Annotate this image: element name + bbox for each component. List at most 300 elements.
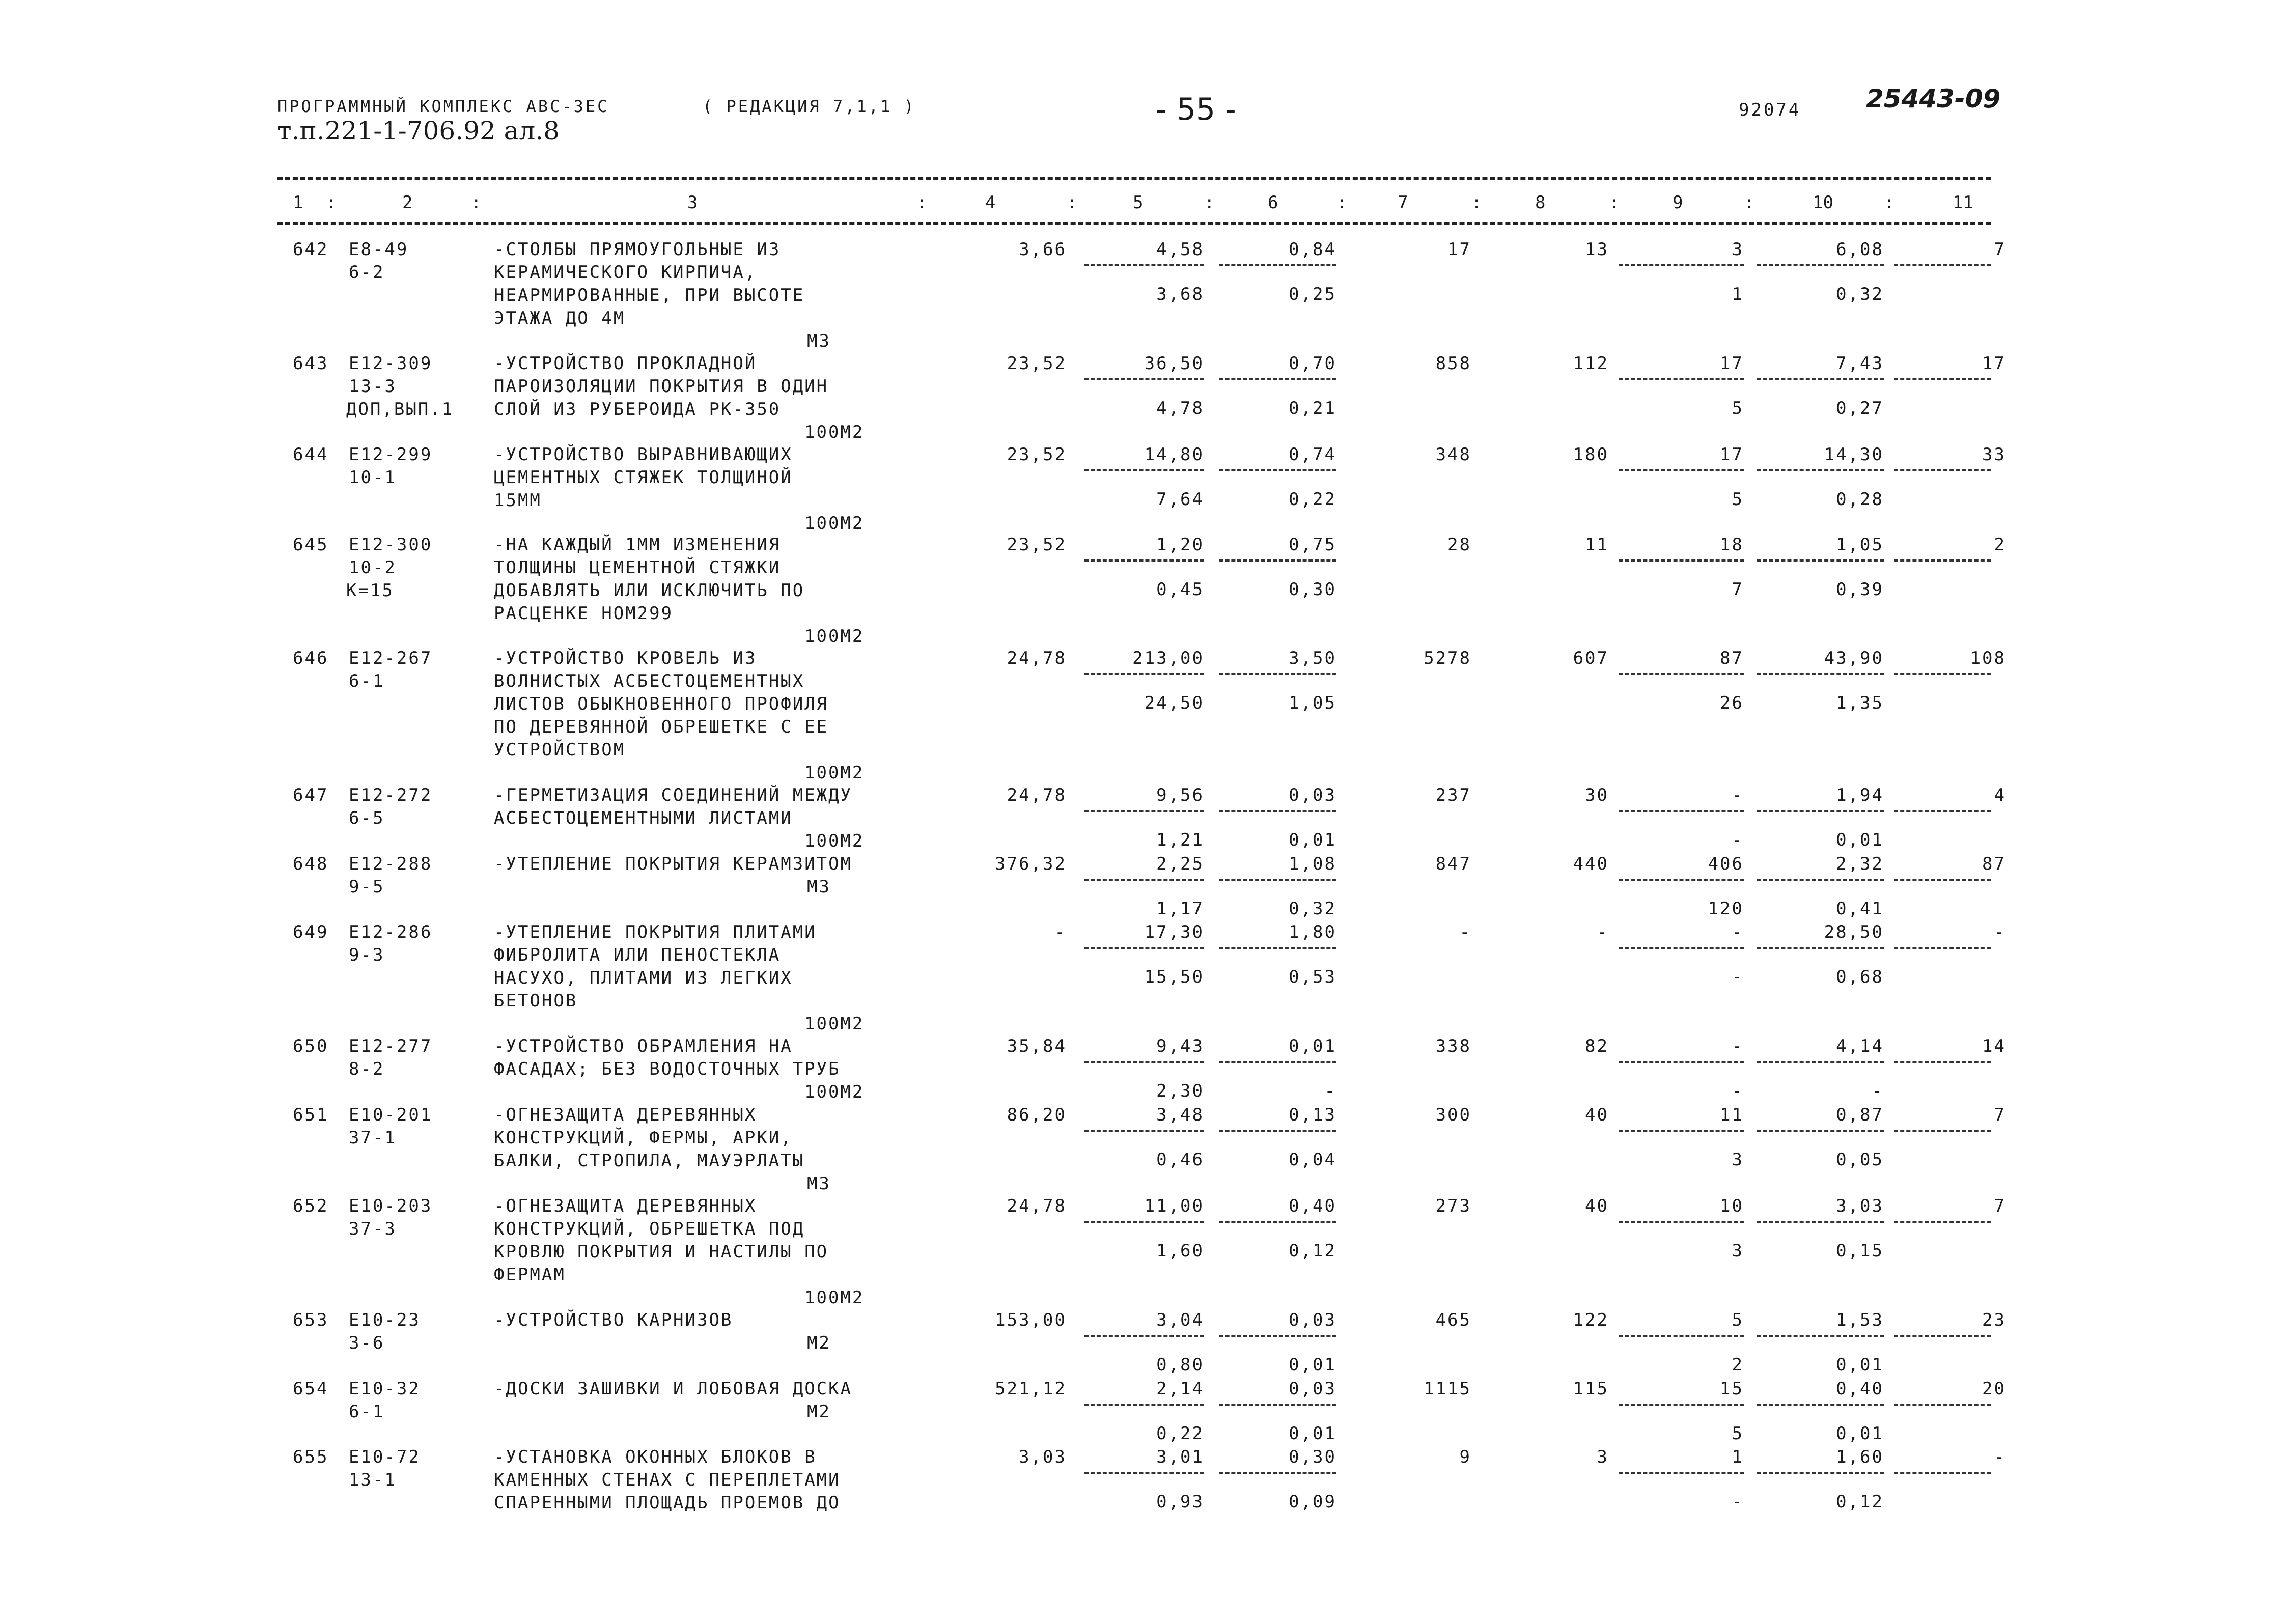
value-c4: 153,00 xyxy=(995,1310,1067,1330)
value-c9b: 3 xyxy=(1732,1150,1744,1170)
subtotal-rule xyxy=(1084,1335,1204,1337)
value-c10: 6,08 xyxy=(1836,239,1884,260)
value-c4: 86,20 xyxy=(1007,1105,1067,1125)
value-c9: 5 xyxy=(1732,1310,1744,1330)
value-c10b: 0,01 xyxy=(1836,1423,1884,1444)
value-c9: 11 xyxy=(1720,1105,1744,1125)
value-c4: 23,52 xyxy=(1007,444,1067,465)
value-c10: 3,03 xyxy=(1836,1196,1884,1216)
work-description: КРОВЛЮ ПОКРЫТИЯ И НАСТИЛЫ ПО xyxy=(494,1242,829,1262)
subtotal-rule xyxy=(1619,1335,1744,1337)
value-c4: 521,12 xyxy=(995,1379,1067,1399)
value-c7: 858 xyxy=(1435,353,1471,374)
value-c10b: 0,68 xyxy=(1836,967,1884,987)
subtotal-rule xyxy=(1894,1472,1991,1474)
work-description: ТОЛЩИНЫ ЦЕМЕНТНОЙ СТЯЖКИ xyxy=(494,557,781,578)
value-c5b: 3,68 xyxy=(1156,284,1204,304)
unit-of-measure: 100М2 xyxy=(804,1082,865,1102)
value-c10b: 0,15 xyxy=(1836,1241,1884,1261)
value-c7: 273 xyxy=(1435,1196,1471,1216)
subtotal-rule xyxy=(1619,947,1744,949)
subtotal-rule xyxy=(1084,469,1204,471)
subtotal-rule xyxy=(1757,879,1884,881)
rate-code: Е8-49 xyxy=(349,239,409,260)
value-c10b: 0,28 xyxy=(1836,489,1884,510)
value-c9b: 26 xyxy=(1720,693,1744,713)
subtotal-rule xyxy=(1894,947,1991,949)
value-c5b: 15,50 xyxy=(1144,967,1204,987)
value-c4: 3,03 xyxy=(1019,1447,1067,1467)
value-c9b: - xyxy=(1732,830,1744,850)
value-c6: 0,03 xyxy=(1289,785,1336,805)
value-c9b: - xyxy=(1732,967,1744,987)
value-c10b: 0,27 xyxy=(1836,398,1884,418)
rate-code: 9-3 xyxy=(349,945,385,965)
subtotal-rule xyxy=(1219,673,1336,675)
value-c11: 20 xyxy=(1982,1379,2006,1399)
rate-code: 10-2 xyxy=(349,557,397,578)
work-description: ПО ДЕРЕВЯННОЙ ОБРЕШЕТКЕ С ЕЕ xyxy=(494,717,829,737)
value-c6: 0,03 xyxy=(1289,1310,1336,1330)
work-description: УСТРОЙСТВОМ xyxy=(494,740,626,760)
value-c6: 0,40 xyxy=(1289,1196,1336,1216)
value-c6: 0,70 xyxy=(1289,353,1336,374)
rate-code: 6-1 xyxy=(349,1402,385,1422)
value-c10b: - xyxy=(1872,1081,1884,1101)
value-c5: 2,14 xyxy=(1156,1379,1204,1399)
row-number: 645 xyxy=(293,535,329,555)
value-c5b: 0,45 xyxy=(1156,579,1204,600)
subtotal-rule xyxy=(1757,673,1884,675)
value-c8: 40 xyxy=(1585,1105,1609,1125)
value-c11: 7 xyxy=(1994,239,2006,260)
work-description: РАСЦЕНКЕ НОМ299 xyxy=(494,603,674,624)
value-c10: 4,14 xyxy=(1836,1036,1884,1056)
subtotal-rule xyxy=(1894,469,1991,471)
column-number: 5 xyxy=(1133,192,1144,213)
value-c6: 0,75 xyxy=(1289,535,1336,555)
work-description: -НА КАЖДЫЙ 1ММ ИЗМЕНЕНИЯ xyxy=(494,535,781,555)
work-description: ЭТАЖА ДО 4М xyxy=(494,308,626,328)
value-c10b: 0,01 xyxy=(1836,1355,1884,1375)
row-number: 653 xyxy=(293,1310,329,1330)
work-description: -УТЕПЛЕНИЕ ПОКРЫТИЯ ПЛИТАМИ xyxy=(494,922,817,942)
work-description: -ГЕРМЕТИЗАЦИЯ СОЕДИНЕНИЙ МЕЖДУ xyxy=(494,785,853,805)
value-c6: 0,30 xyxy=(1289,1447,1336,1467)
value-c7: 9 xyxy=(1459,1447,1471,1467)
value-c6b: 0,01 xyxy=(1289,1423,1336,1444)
column-separator: : xyxy=(1609,192,1620,213)
value-c7: 465 xyxy=(1435,1310,1471,1330)
rate-code: Е10-72 xyxy=(349,1447,421,1467)
value-c8: - xyxy=(1597,922,1609,942)
unit-of-measure: М3 xyxy=(807,331,831,351)
column-separator: : xyxy=(916,192,927,213)
column-number: 6 xyxy=(1268,192,1278,213)
subtotal-rule xyxy=(1219,879,1336,881)
value-c10: 14,30 xyxy=(1824,444,1884,465)
work-description: СЛОЙ ИЗ РУБЕРОИДА РК-350 xyxy=(494,399,781,419)
value-c10b: 0,41 xyxy=(1836,899,1884,919)
subtotal-rule xyxy=(1619,1130,1744,1132)
subtotal-rule xyxy=(1757,264,1884,266)
subtotal-rule xyxy=(1894,1130,1991,1132)
work-description: -УСТРОЙСТВО ПРОКЛАДНОЙ xyxy=(494,353,757,374)
subtotal-rule xyxy=(1219,810,1336,812)
value-c9b: 3 xyxy=(1732,1241,1744,1261)
value-c7: 237 xyxy=(1435,785,1471,805)
value-c5: 1,20 xyxy=(1156,535,1204,555)
value-c5: 2,25 xyxy=(1156,854,1204,874)
rate-code: 37-3 xyxy=(349,1219,397,1239)
work-description: -УСТРОЙСТВО КАРНИЗОВ xyxy=(494,1310,733,1330)
subtotal-rule xyxy=(1757,1335,1884,1337)
rate-code: 6-1 xyxy=(349,671,385,691)
value-c8: 112 xyxy=(1573,353,1609,374)
unit-of-measure: М3 xyxy=(807,1173,831,1194)
subtotal-rule xyxy=(1894,1061,1991,1063)
subtotal-rule xyxy=(1084,559,1204,562)
subtotal-rule xyxy=(1619,1061,1744,1063)
subtotal-rule xyxy=(1084,810,1204,812)
value-c5b: 0,80 xyxy=(1156,1355,1204,1375)
value-c10: 0,87 xyxy=(1836,1105,1884,1125)
rate-code: 37-1 xyxy=(349,1128,397,1148)
subtotal-rule xyxy=(1757,1221,1884,1223)
rate-code: 13-3 xyxy=(349,376,397,397)
subtotal-rule xyxy=(1219,1472,1336,1474)
subtotal-rule xyxy=(1894,264,1991,266)
work-description: ЛИСТОВ ОБЫКНОВЕННОГО ПРОФИЛЯ xyxy=(494,694,829,714)
work-description: -УСТРОЙСТВО ОБРАМЛЕНИЯ НА xyxy=(494,1036,793,1056)
value-c9b: 1 xyxy=(1732,284,1744,304)
subtotal-rule xyxy=(1619,1404,1744,1406)
value-c6b: 0,01 xyxy=(1289,1355,1336,1375)
value-c11: - xyxy=(1994,1447,2006,1467)
column-separator: : xyxy=(1744,192,1754,213)
work-description: СПАРЕННЫМИ ПЛОЩАДЬ ПРОЕМОВ ДО xyxy=(494,1493,841,1513)
subtotal-rule xyxy=(1894,559,1991,562)
rate-code: Е12-309 xyxy=(349,353,433,374)
value-c7: 1115 xyxy=(1424,1379,1471,1399)
rate-code: 6-2 xyxy=(349,262,385,283)
value-c9: 18 xyxy=(1720,535,1744,555)
row-number: 655 xyxy=(293,1447,329,1467)
value-c5b: 2,30 xyxy=(1156,1081,1204,1101)
unit-of-measure: 100М2 xyxy=(804,763,865,783)
column-separator: : xyxy=(1067,192,1077,213)
unit-of-measure: 100М2 xyxy=(804,422,865,442)
value-c10: 28,50 xyxy=(1824,922,1884,942)
value-c5: 9,43 xyxy=(1156,1036,1204,1056)
subtotal-rule xyxy=(1757,378,1884,380)
subtotal-rule xyxy=(1757,469,1884,471)
value-c11: 23 xyxy=(1982,1310,2006,1330)
subtotal-rule xyxy=(1219,469,1336,471)
column-number: 3 xyxy=(687,192,698,213)
value-c11: 14 xyxy=(1982,1036,2006,1056)
work-description: ФИБРОЛИТА ИЛИ ПЕНОСТЕКЛА xyxy=(494,945,781,965)
value-c5b: 24,50 xyxy=(1144,693,1204,713)
value-c4: 24,78 xyxy=(1007,648,1067,668)
column-number: 2 xyxy=(402,192,413,213)
value-c11: 87 xyxy=(1982,854,2006,874)
document-code: 92074 xyxy=(1739,100,1801,120)
value-c5: 3,04 xyxy=(1156,1310,1204,1330)
column-number: 1 xyxy=(293,192,303,213)
value-c5: 17,30 xyxy=(1144,922,1204,942)
value-c7: 17 xyxy=(1447,239,1471,260)
subtotal-rule xyxy=(1894,1335,1991,1337)
value-c6b: 1,05 xyxy=(1289,693,1336,713)
value-c6b: 0,12 xyxy=(1289,1241,1336,1261)
value-c7: - xyxy=(1459,922,1471,942)
subtotal-rule xyxy=(1084,1472,1204,1474)
value-c10b: 0,39 xyxy=(1836,579,1884,600)
subtotal-rule xyxy=(1219,1130,1336,1132)
value-c10: 1,05 xyxy=(1836,535,1884,555)
row-number: 651 xyxy=(293,1105,329,1125)
rate-code: Е12-267 xyxy=(349,648,433,668)
rate-code: 3-6 xyxy=(349,1333,385,1353)
value-c6b: 0,30 xyxy=(1289,579,1336,600)
value-c11: 2 xyxy=(1994,535,2006,555)
work-description: ЦЕМЕНТНЫХ СТЯЖЕК ТОЛЩИНОЙ xyxy=(494,467,793,488)
subtotal-rule xyxy=(1619,264,1744,266)
value-c5: 14,80 xyxy=(1144,444,1204,465)
subtotal-rule xyxy=(1219,559,1336,562)
work-description: БЕТОНОВ xyxy=(494,991,578,1011)
subtotal-rule xyxy=(1219,947,1336,949)
value-c10b: 0,32 xyxy=(1836,284,1884,304)
value-c11: 7 xyxy=(1994,1196,2006,1216)
rate-code: 10-1 xyxy=(349,467,397,488)
subtotal-rule xyxy=(1619,378,1744,380)
value-c5b: 4,78 xyxy=(1156,398,1204,418)
value-c4: 24,78 xyxy=(1007,785,1067,805)
value-c9: 10 xyxy=(1720,1196,1744,1216)
value-c6: 0,03 xyxy=(1289,1379,1336,1399)
value-c11: - xyxy=(1994,922,2006,942)
value-c10: 1,53 xyxy=(1836,1310,1884,1330)
unit-of-measure: 100М2 xyxy=(804,1287,865,1308)
value-c8: 122 xyxy=(1573,1310,1609,1330)
value-c9: 406 xyxy=(1708,854,1744,874)
row-number: 650 xyxy=(293,1036,329,1056)
column-number: 8 xyxy=(1535,192,1546,213)
subtotal-rule xyxy=(1894,673,1991,675)
rate-code: Е10-23 xyxy=(349,1310,421,1330)
value-c5b: 0,22 xyxy=(1156,1423,1204,1444)
unit-of-measure: М2 xyxy=(807,1333,831,1353)
value-c9: - xyxy=(1732,785,1744,805)
subtotal-rule xyxy=(1219,1221,1336,1223)
value-c10b: 0,05 xyxy=(1836,1150,1884,1170)
unit-of-measure: М2 xyxy=(807,1402,831,1422)
work-description: -ОГНЕЗАЩИТА ДЕРЕВЯННЫХ xyxy=(494,1196,757,1216)
work-description: БАЛКИ, СТРОПИЛА, МАУЭРЛАТЫ xyxy=(494,1151,805,1171)
value-c5b: 7,64 xyxy=(1156,489,1204,510)
value-c6b: 0,09 xyxy=(1289,1492,1336,1512)
subtotal-rule xyxy=(1619,879,1744,881)
value-c4: 35,84 xyxy=(1007,1036,1067,1056)
value-c7: 28 xyxy=(1447,535,1471,555)
work-description: ФЕРМАМ xyxy=(494,1265,566,1285)
handwritten-stamp: 25443-09 xyxy=(1866,84,2001,114)
work-description: ФАСАДАХ; БЕЗ ВОДОСТОЧНЫХ ТРУБ xyxy=(494,1059,841,1079)
column-separator: : xyxy=(1204,192,1215,213)
value-c7: 5278 xyxy=(1424,648,1471,668)
subtotal-rule xyxy=(1894,1221,1991,1223)
subtotal-rule xyxy=(1219,1404,1336,1406)
value-c8: 11 xyxy=(1585,535,1609,555)
subtotal-rule xyxy=(1619,469,1744,471)
value-c11: 33 xyxy=(1982,444,2006,465)
subtotal-rule xyxy=(1619,673,1744,675)
value-c8: 3 xyxy=(1597,1447,1609,1467)
value-c9b: 5 xyxy=(1732,1423,1744,1444)
subtotal-rule xyxy=(1619,1472,1744,1474)
value-c6b: 0,04 xyxy=(1289,1150,1336,1170)
value-c6b: 0,53 xyxy=(1289,967,1336,987)
rate-code: 8-2 xyxy=(349,1059,385,1079)
column-number: 11 xyxy=(1953,192,1973,213)
subtotal-rule xyxy=(1219,378,1336,380)
value-c9: 87 xyxy=(1720,648,1744,668)
value-c8: 607 xyxy=(1573,648,1609,668)
value-c10: 2,32 xyxy=(1836,854,1884,874)
subtotal-rule xyxy=(1894,879,1991,881)
value-c11: 108 xyxy=(1970,648,2006,668)
value-c7: 348 xyxy=(1435,444,1471,465)
value-c8: 180 xyxy=(1573,444,1609,465)
unit-of-measure: 100М2 xyxy=(804,831,865,851)
work-description: -УСТРОЙСТВО КРОВЕЛЬ ИЗ xyxy=(494,648,757,668)
column-number: 4 xyxy=(985,192,996,213)
value-c6b: 0,22 xyxy=(1289,489,1336,510)
value-c6b: 0,32 xyxy=(1289,899,1336,919)
subtotal-rule xyxy=(1757,559,1884,562)
work-description: ПАРОИЗОЛЯЦИИ ПОКРЫТИЯ В ОДИН xyxy=(494,376,829,397)
work-description: КАМЕННЫХ СТЕНАХ С ПЕРЕПЛЕТАМИ xyxy=(494,1470,841,1490)
value-c10: 1,60 xyxy=(1836,1447,1884,1467)
value-c9: 17 xyxy=(1720,353,1744,374)
work-description: -УТЕПЛЕНИЕ ПОКРЫТИЯ КЕРАМЗИТОМ xyxy=(494,854,853,874)
column-number: 9 xyxy=(1673,192,1683,213)
value-c5: 36,50 xyxy=(1144,353,1204,374)
subtotal-rule xyxy=(1219,1061,1336,1063)
column-number: 7 xyxy=(1398,192,1408,213)
row-number: 642 xyxy=(293,239,329,260)
value-c10b: 0,12 xyxy=(1836,1492,1884,1512)
rate-code: 6-5 xyxy=(349,808,385,828)
subtotal-rule xyxy=(1219,1335,1336,1337)
value-c9b: - xyxy=(1732,1492,1744,1512)
value-c9b: 5 xyxy=(1732,489,1744,510)
rate-code: 13-1 xyxy=(349,1470,397,1490)
work-description: -УСТРОЙСТВО ВЫРАВНИВАЮЩИХ xyxy=(494,444,793,465)
value-c5b: 1,17 xyxy=(1156,899,1204,919)
subtotal-rule xyxy=(1757,810,1884,812)
column-number: 10 xyxy=(1813,192,1833,213)
column-separator: : xyxy=(1471,192,1482,213)
value-c9b: 5 xyxy=(1732,398,1744,418)
value-c5: 9,56 xyxy=(1156,785,1204,805)
value-c10b: 1,35 xyxy=(1836,693,1884,713)
value-c11: 7 xyxy=(1994,1105,2006,1125)
row-number: 654 xyxy=(293,1379,329,1399)
value-c7: 847 xyxy=(1435,854,1471,874)
work-description: КОНСТРУКЦИЙ, ФЕРМЫ, АРКИ, xyxy=(494,1128,793,1148)
rate-code: Е12-286 xyxy=(349,922,433,942)
value-c8: 82 xyxy=(1585,1036,1609,1056)
subtotal-rule xyxy=(1084,264,1204,266)
work-description: -ОГНЕЗАЩИТА ДЕРЕВЯННЫХ xyxy=(494,1105,757,1125)
page-number: - 55 - xyxy=(1156,92,1236,127)
value-c4: - xyxy=(1054,922,1067,942)
value-c6: 1,08 xyxy=(1289,854,1336,874)
rate-code: Е12-288 xyxy=(349,854,433,874)
work-description: 15ММ xyxy=(494,490,542,511)
subtotal-rule xyxy=(1757,1061,1884,1063)
row-number: 643 xyxy=(293,353,329,374)
rate-code: Е10-201 xyxy=(349,1105,433,1125)
subtotal-rule xyxy=(1894,810,1991,812)
value-c6b: 0,01 xyxy=(1289,830,1336,850)
value-c5: 4,58 xyxy=(1156,239,1204,260)
value-c9: - xyxy=(1732,1036,1744,1056)
value-c4: 23,52 xyxy=(1007,353,1067,374)
value-c4: 23,52 xyxy=(1007,535,1067,555)
value-c5: 11,00 xyxy=(1144,1196,1204,1216)
value-c11: 17 xyxy=(1982,353,2006,374)
subtotal-rule xyxy=(1084,1061,1204,1063)
value-c6b: 0,25 xyxy=(1289,284,1336,304)
rate-code: Е12-299 xyxy=(349,444,433,465)
rate-code: Е12-272 xyxy=(349,785,433,805)
work-description: КЕРАМИЧЕСКОГО КИРПИЧА, xyxy=(494,262,757,283)
unit-of-measure: 100М2 xyxy=(804,626,865,647)
value-c6b: 0,21 xyxy=(1289,398,1336,418)
rate-code: Е10-32 xyxy=(349,1379,421,1399)
unit-of-measure: 100М2 xyxy=(804,1014,865,1034)
value-c4: 3,66 xyxy=(1019,239,1067,260)
value-c5b: 0,46 xyxy=(1156,1150,1204,1170)
work-description: ВОЛНИСТЫХ АСБЕСТОЦЕМЕНТНЫХ xyxy=(494,671,805,691)
subtotal-rule xyxy=(1619,559,1744,562)
value-c9: 3 xyxy=(1732,239,1744,260)
subtotal-rule xyxy=(1757,1404,1884,1406)
subtotal-rule xyxy=(1084,673,1204,675)
work-description: -СТОЛБЫ ПРЯМОУГОЛЬНЫЕ ИЗ xyxy=(494,239,781,260)
rate-code: Е12-277 xyxy=(349,1036,433,1056)
column-separator: : xyxy=(326,192,337,213)
work-description: АСБЕСТОЦЕМЕНТНЫМИ ЛИСТАМИ xyxy=(494,808,793,828)
subtotal-rule xyxy=(1084,1404,1204,1406)
document-number: т.п.221-1-706.92 ал.8 xyxy=(277,116,560,146)
subtotal-rule xyxy=(1084,378,1204,380)
value-c5b: 1,21 xyxy=(1156,830,1204,850)
value-c7: 338 xyxy=(1435,1036,1471,1056)
value-c4: 376,32 xyxy=(995,854,1067,874)
value-c6: 0,13 xyxy=(1289,1105,1336,1125)
value-c6b: - xyxy=(1324,1081,1336,1101)
value-c8: 40 xyxy=(1585,1196,1609,1216)
value-c5: 3,01 xyxy=(1156,1447,1204,1467)
subtotal-rule xyxy=(1084,879,1204,881)
subtotal-rule xyxy=(1757,1472,1884,1474)
row-number: 649 xyxy=(293,922,329,942)
